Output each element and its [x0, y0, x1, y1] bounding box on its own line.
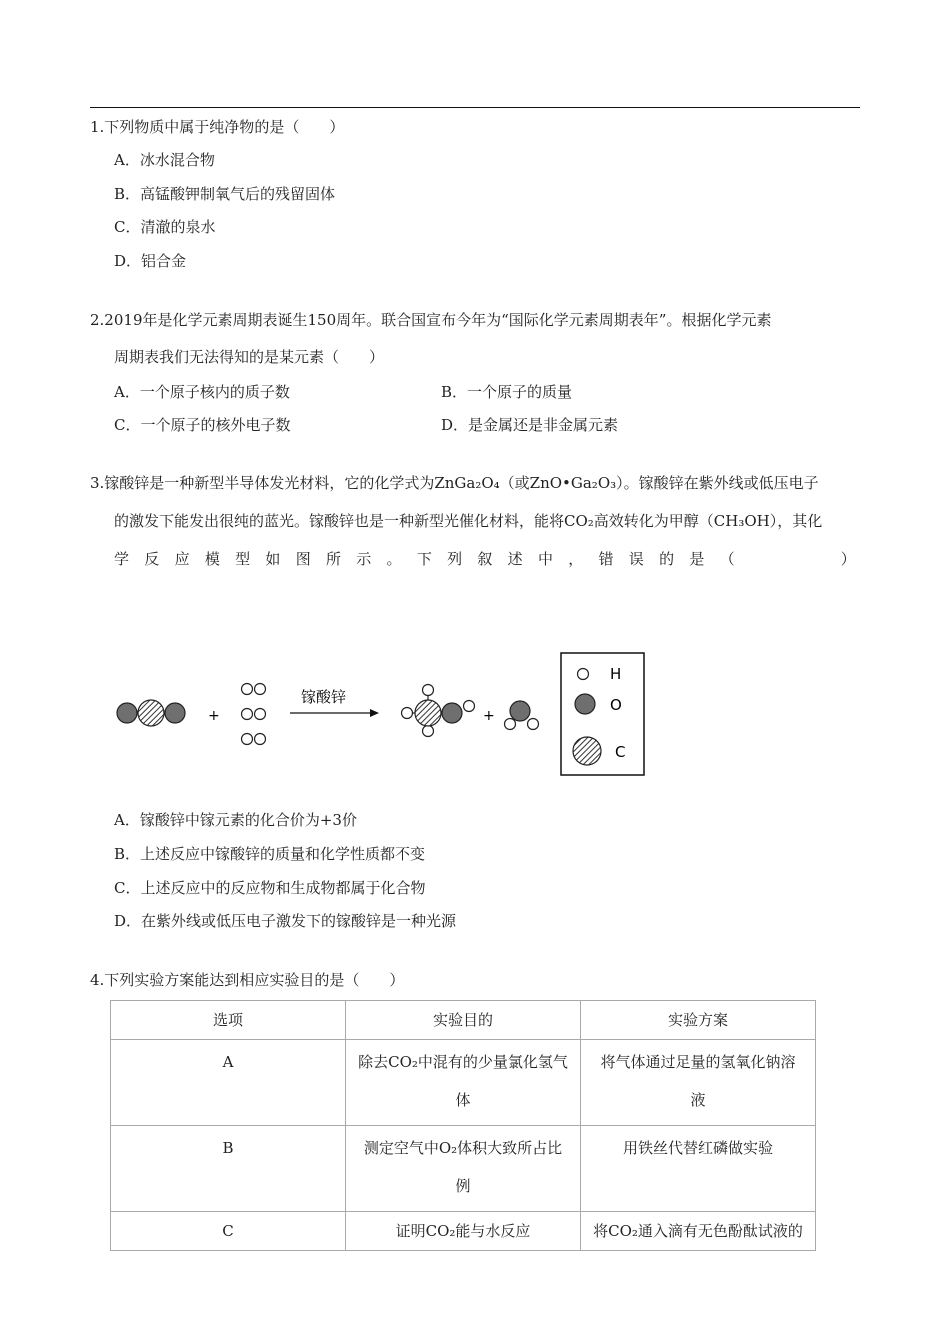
q3-option-a[interactable]: A．镓酸锌中镓元素的化合价为+3价	[114, 811, 357, 829]
q3-line3-char: 型	[235, 550, 251, 568]
row-c-plan: 将CO₂通入滴有无色酚酞试液的	[581, 1212, 816, 1251]
q3-line3-char: ）	[840, 550, 856, 568]
q3-line3-char: 错	[598, 550, 614, 568]
reaction-model-diagram	[0, 640, 950, 790]
reaction-arrow	[290, 709, 379, 717]
row-a-purpose: 除去CO₂中混有的少量氯化氢气 体	[346, 1040, 581, 1126]
co2-molecule	[117, 700, 185, 726]
q3-line3-char: 叙	[477, 550, 493, 568]
q3-line3-char	[750, 549, 765, 569]
q3-stem-line3	[114, 549, 856, 569]
table-row	[111, 1212, 816, 1251]
experiment-table	[110, 1000, 816, 1251]
row-b-purpose: 测定空气中O₂体积大致所占比 例	[346, 1126, 581, 1212]
q3-option-c[interactable]: C．上述反应中的反应物和生成物都属于化合物	[114, 879, 426, 897]
q3-line3-char: 示	[356, 550, 372, 568]
q3-line3-char	[780, 549, 795, 569]
row-c-purpose: 证明CO₂能与水反应	[346, 1212, 581, 1251]
q2-stem-line2: 周期表我们无法得知的是某元素（ ）	[114, 348, 385, 366]
q4-stem: 4.下列实验方案能达到相应实验目的是（ ）	[90, 971, 405, 989]
table-row	[111, 1040, 816, 1126]
row-a-option: A	[111, 1040, 346, 1126]
q3-line3-char: 图	[295, 550, 311, 568]
q3-line3-char: 所	[325, 550, 341, 568]
header-option: 选项	[111, 1001, 346, 1040]
q2-stem-line1: 2.2019年是化学元素周期表诞生150周年。联合国宣布今年为“国际化学元素周期表年”。根据化学元素	[90, 311, 772, 329]
h2-molecules	[242, 684, 266, 745]
row-a-plan: 将气体通过足量的氢氧化钠溶 液	[581, 1040, 816, 1126]
methanol-molecule	[402, 685, 475, 738]
q2-option-a[interactable]: A．一个原子核内的质子数	[114, 383, 290, 401]
plus-sign-1: +	[208, 708, 220, 724]
table-row	[111, 1126, 816, 1212]
table-header-row	[111, 1001, 816, 1040]
legend-o-label: O	[610, 696, 622, 714]
q1-stem: 1.下列物质中属于纯净物的是（ ）	[90, 118, 345, 136]
q3-stem-line2: 的激发下能发出很纯的蓝光。镓酸锌也是一种新型光催化材料，能将CO₂高效转化为甲醇（CH₃OH），其化	[114, 512, 823, 530]
q3-line3-char: 应	[174, 550, 190, 568]
q3-line3-char: 误	[628, 550, 644, 568]
q3-option-d[interactable]: D．在紫外线或低压电子激发下的镓酸锌是一种光源	[114, 912, 457, 930]
q3-line3-char: 述	[507, 550, 523, 568]
q3-line3-char: 下	[416, 550, 432, 568]
q3-line3-char: 中	[537, 550, 553, 568]
legend-c-label: C	[615, 743, 626, 761]
q3-line3-char: 。	[386, 550, 402, 568]
q2-option-b[interactable]: B．一个原子的质量	[441, 383, 573, 401]
q3-option-b[interactable]: B．上述反应中镓酸锌的质量和化学性质都不变	[114, 845, 426, 863]
row-c-option: C	[111, 1212, 346, 1251]
q3-line3-char: （	[719, 550, 735, 568]
q3-line3-char	[810, 549, 825, 569]
q1-option-c[interactable]: C．清澈的泉水	[114, 218, 216, 236]
q3-line3-char: 的	[659, 550, 675, 568]
row-b-option: B	[111, 1126, 346, 1212]
legend-h-label: H	[610, 665, 622, 683]
q3-line3-char: 列	[447, 550, 463, 568]
plus-sign-2: +	[483, 708, 495, 724]
q2-option-c[interactable]: C．一个原子的核外电子数	[114, 416, 291, 434]
q3-line3-char: 如	[265, 550, 281, 568]
q3-line3-char: 是	[689, 550, 705, 568]
q3-line3-char: 反	[144, 550, 160, 568]
q3-line3-char: 模	[204, 550, 220, 568]
q3-line3-char: ，	[568, 550, 584, 568]
header-plan: 实验方案	[581, 1001, 816, 1040]
water-molecule	[505, 701, 539, 730]
row-b-plan: 用铁丝代替红磷做实验	[581, 1126, 816, 1212]
header-purpose: 实验目的	[346, 1001, 581, 1040]
atom-legend	[561, 653, 644, 775]
q1-option-d[interactable]: D．铝合金	[114, 252, 187, 270]
q2-option-d[interactable]: D．是金属还是非金属元素	[441, 416, 619, 434]
q1-option-a[interactable]: A．冰水混合物	[114, 151, 215, 169]
catalyst-label: 镓酸锌	[301, 688, 347, 706]
header-rule	[90, 107, 860, 108]
q3-line3-char: 学	[114, 550, 130, 568]
q3-stem-line1: 3.镓酸锌是一种新型半导体发光材料，它的化学式为ZnGa₂O₄（或ZnO•Ga₂O₃）。镓酸锌在紫外线或低压电子	[90, 474, 819, 492]
q1-option-b[interactable]: B．高锰酸钾制氧气后的残留固体	[114, 185, 336, 203]
